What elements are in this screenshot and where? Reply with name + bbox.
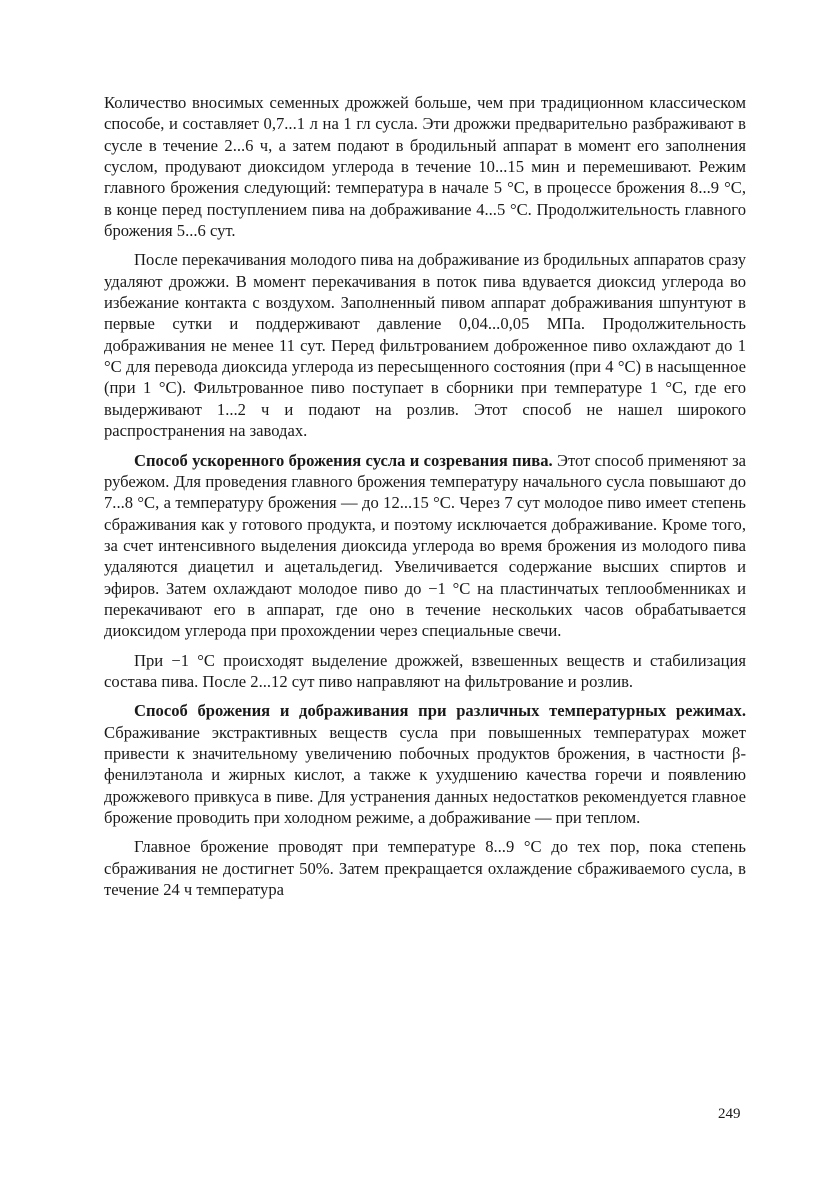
paragraph-5: [104, 700, 746, 828]
paragraph-2-text: После перекачивания молодого пива на дображивание из бродильных аппаратов сразу удаляют дрожжи. В момент перекачивания в поток пива вдувается диоксид углерода во избежание контакта с воздухом. Заполненный пивом аппарат дображивания шпунтуют в первые сутки и поддерживают давление 0,04...0,05 МПа. Продолжительность дображивания не менее 11 сут. Перед фильтрованием доброженное пиво охлаждают до 1 °С для перевода диоксида углерода из пересыщенного состояния (при 4 °С) в насыщенное (при 1 °С). Фильтрованное пиво поступает в сборники при температуре 1 °С, где его выдерживают 1...2 ч и подают на розлив. Этот способ не нашел широкого распространения на заводах.: [104, 250, 746, 441]
paragraph-4-text: При −1 °С происходят выделение дрожжей, взвешенных веществ и стабилизация состава пива. После 2...12 сут пиво направляют на фильтрование и розлив.: [104, 650, 746, 691]
paragraph-5-text: Сбраживание экстрактивных веществ сусла при повышенных температурах может привести к значительному увеличению побочных продуктов брожения, в частности β-фенилэтанола и жирных кислот, а также к ухудшению качества горечи и появлению дрожжевого привкуса в пиве. Для устранения данных недостатков рекомендуется главное брожение проводить при холодном режиме, а дображивание — при теплом.: [104, 722, 746, 827]
paragraph-5-heading: Способ брожения и дображивания при различных температурных режимах.: [134, 701, 746, 721]
page-body: [104, 92, 746, 908]
paragraph-4: [104, 650, 746, 693]
paragraph-3-heading: Способ ускоренного брожения сусла и созревания пива.: [134, 450, 553, 470]
paragraph-3: [104, 450, 746, 642]
paragraph-6-text: Главное брожение проводят при температуре 8...9 °С до тех пор, пока степень сбраживания не достигнет 50%. Затем прекращается охлаждение сбраживаемого сусла, в течение 24 ч температура: [104, 837, 746, 900]
paragraph-1-text: Количество вносимых семенных дрожжей больше, чем при традиционном классическом способе, и составляет 0,7...1 л на 1 гл сусла. Эти дрожжи предварительно разбраживают в сусле в течение 2...6 ч, а затем подают в бродильный аппарат в момент его заполнения суслом, продувают диоксидом углерода в течение 10...15 мин и перемешивают. Режим главного брожения следующий: температура в начале 5 °С, в процессе брожения 8...9 °С, в конце перед поступлением пива на дображивание 4...5 °С. Продолжительность главного брожения 5...6 сут.: [104, 93, 746, 241]
paragraph-6: [104, 836, 746, 900]
paragraph-3-text: Этот способ применяют за рубежом. Для проведения главного брожения температуру начального сусла повышают до 7...8 °С, а температуру брожения — до 12...15 °С. Через 7 сут молодое пиво имеет степень сбраживания как у готового продукта, и поэтому исключается дображивание. Кроме того, за счет интенсивного выделения диоксида углерода во время брожения из молодого пива удаляются диацетил и ацетальдегид. Увеличивается содержание высших спиртов и эфиров. Затем охлаждают молодое пиво до −1 °С на пластинчатых теплообменниках и перекачивают его в аппарат, где оно в течение нескольких часов обрабатывается диоксидом углерода при прохождении через специальные свечи.: [104, 450, 747, 641]
paragraph-1: [104, 92, 746, 241]
page-number: 249: [718, 1106, 741, 1122]
paragraph-2: [104, 249, 746, 441]
